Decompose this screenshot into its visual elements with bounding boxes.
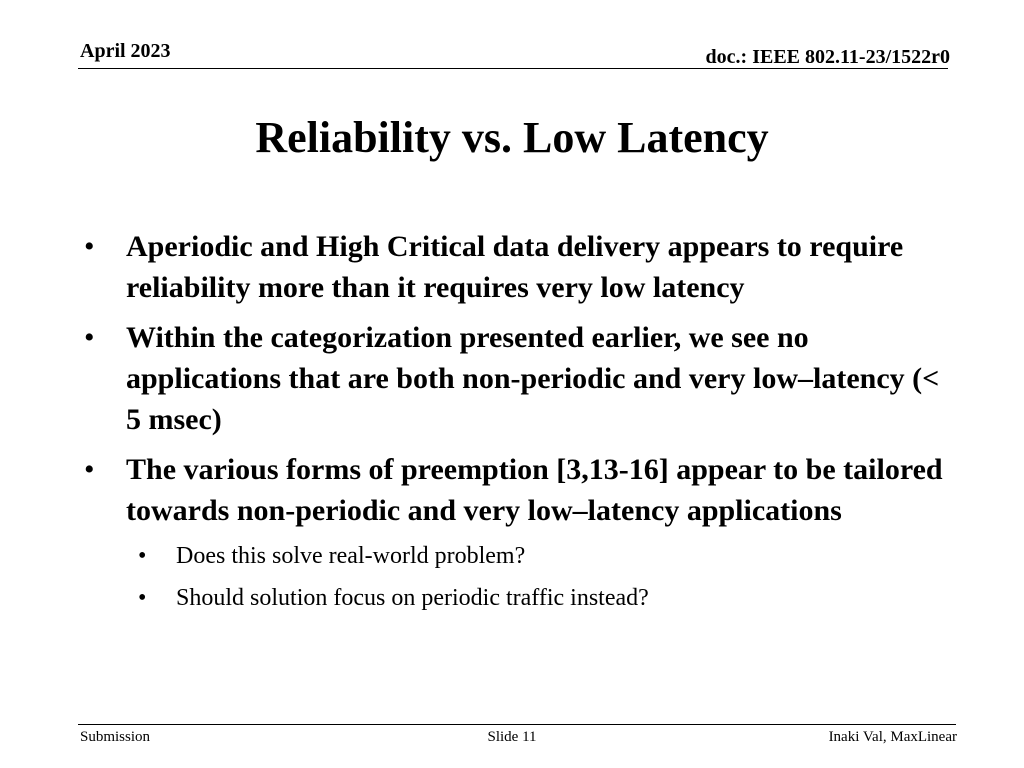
sub-bullet-item: [80, 540, 960, 572]
sub-bullet-text: Does this solve real-world problem?: [176, 543, 526, 569]
slide-body: [80, 226, 960, 624]
bullet-item: [80, 226, 960, 308]
sub-bullet-icon: •: [138, 585, 147, 611]
header-divider: [78, 68, 948, 69]
header-date: April 2023: [80, 40, 171, 62]
sub-bullet-item: [80, 582, 960, 614]
sub-bullet-icon: •: [138, 543, 147, 569]
bullet-text: The various forms of preemption [3,13-16] appear to be tailored towards non-periodic and very low–latency applications: [126, 453, 943, 527]
bullet-icon: •: [84, 230, 95, 263]
bullet-icon: •: [84, 321, 95, 354]
bullet-text: Aperiodic and High Critical data delivery appears to require reliability more than it requires very low latency: [126, 230, 904, 304]
bullet-item: [80, 317, 960, 440]
header-doc-id: doc.: IEEE 802.11-23/1522r0: [705, 46, 950, 68]
slide-title: Reliability vs. Low Latency: [255, 113, 769, 162]
footer-submission: Submission: [80, 729, 151, 745]
bullet-item: [80, 449, 960, 531]
footer-author: Inaki Val, MaxLinear: [828, 729, 957, 745]
footer-slide-number: Slide 11: [487, 729, 537, 745]
footer-divider: [78, 724, 956, 725]
sub-bullet-text: Should solution focus on periodic traffic instead?: [176, 585, 649, 611]
bullet-icon: •: [84, 453, 95, 486]
bullet-text: Within the categorization presented earlier, we see no applications that are both non-periodic and very low–latency (< 5 msec): [126, 321, 940, 436]
